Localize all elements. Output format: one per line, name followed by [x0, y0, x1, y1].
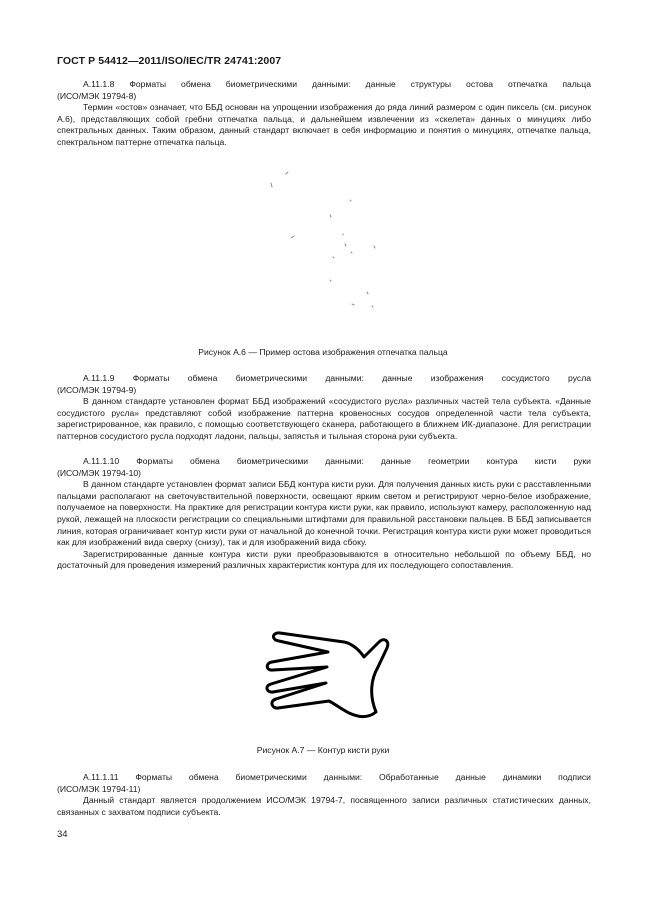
page-header: ГОСТ Р 54412—2011/ISO/IEC/TR 24741:2007 — [57, 55, 282, 67]
skeleton-mark — [271, 183, 272, 187]
paragraph: В данном стандарте установлен формат записи ББД контура кисти руки. Для получения данных кисть руки с расставленными пальцами располагают на светочувствительной поверхности, освещают ярким светом и регистрируют черно-белое изображение, получаемое на поверхности. На практике для регистрации контура кисти руки, как правило, используют камеру, расположенную над рукой, лежащей на плоскости регистрации со специальными штифтами для правильной расстановки пальцев. В ББД записывается линия, которая ограничивает контур кисти руки от начальной до конечной точки. Регистрация контура кисти руки может проводиться как для изображений вида сверху (снизу), так и для изображений вида сбоку. — [57, 479, 591, 548]
skeleton-mark — [286, 172, 288, 174]
skeleton-mark — [374, 246, 375, 248]
skeleton-mark — [330, 280, 331, 281]
section-heading-ref: (ИСО/МЭК 19794-8) — [57, 90, 137, 101]
figure-a6-caption: Рисунок А.6 — Пример остова изображения отпечатка пальца — [198, 347, 448, 357]
section-heading: А.11.1.11 Форматы обмена биометрическими данными: Обработанные данные динамики подписи — [83, 772, 591, 782]
skeleton-mark — [352, 304, 354, 305]
skeleton-mark — [291, 236, 294, 238]
paragraph: В данном стандарте установлен формат ББД изображений «сосудистого русла» различных частей тела субъекта. «Данные сосудистого русла» представляют собой изображение паттерна кровеносных сосудов определенной части тела субъекта, зарегистрированное, как правило, с помощью соответствующего сканера, работающего в ближнем ИК-диапазоне. Для регистрации паттернов сосудистого русла подходят ладони, пальцы, запястья и тыльная сторона руки субъекта. — [57, 396, 591, 441]
fingerprint-skeleton-figure — [250, 170, 400, 320]
section-a-11-1-10 — [57, 456, 591, 572]
section-a-11-1-9 — [57, 373, 591, 443]
hand-contour-line — [267, 633, 388, 717]
skeleton-mark — [330, 215, 331, 217]
skeleton-mark — [351, 252, 352, 253]
skeleton-mark — [367, 292, 368, 294]
section-heading: А.11.1.10 Форматы обмена биометрическими данными: данные геометрии контура кисти руки — [83, 456, 591, 466]
paragraph: Зарегистрированные данные контура кисти руки преобразовываются в относительно небольшой по объему ББД, но достаточный для проведения измерений различных характеристик контура для их последующего сопоставления. — [57, 548, 591, 571]
section-heading: А.11.1.9 Форматы обмена биометрическими данными: данные изображения сосудистого русла — [83, 373, 591, 383]
page-number: 34 — [57, 829, 68, 840]
figure-a7-caption: Рисунок А.7 — Контур кисти руки — [256, 745, 390, 755]
paragraph: Термин «остов» означает, что ББД основан на упрощении изображения до ряда линий размером с один пиксель (см. рисунок А.6), представляющих собой гребни отпечатка пальца, и дальнейшем извлечении из «скелета» данных о минуциях либо спектральных данных. Таким образом, данный стандарт включает в себя информацию и понятия о минуциях, отпечатке пальца, спектральном паттерне отпечатка пальца. — [57, 102, 591, 147]
section-heading-ref: (ИСО/МЭК 19794-11) — [57, 783, 141, 794]
section-a-11-1-11 — [57, 772, 591, 818]
skeleton-mark — [350, 200, 351, 201]
paragraph: Данный стандарт является продолжением ИСО/МЭК 19794-7, посвященного записи различных статистических данных, связанных с захватом подписи субъекта. — [57, 795, 591, 817]
skeleton-mark — [372, 306, 373, 307]
skeleton-mark — [345, 244, 346, 246]
hand-contour-figure — [260, 622, 394, 734]
skeleton-mark — [333, 257, 334, 258]
section-heading-ref: (ИСО/МЭК 19794-10) — [57, 467, 142, 478]
section-heading: А.11.1.8 Форматы обмена биометрическими данными: данные структуры остова отпечатка пальца — [83, 79, 591, 89]
section-a-11-1-8 — [57, 79, 591, 149]
section-heading-ref: (ИСО/МЭК 19794-9) — [57, 384, 137, 395]
